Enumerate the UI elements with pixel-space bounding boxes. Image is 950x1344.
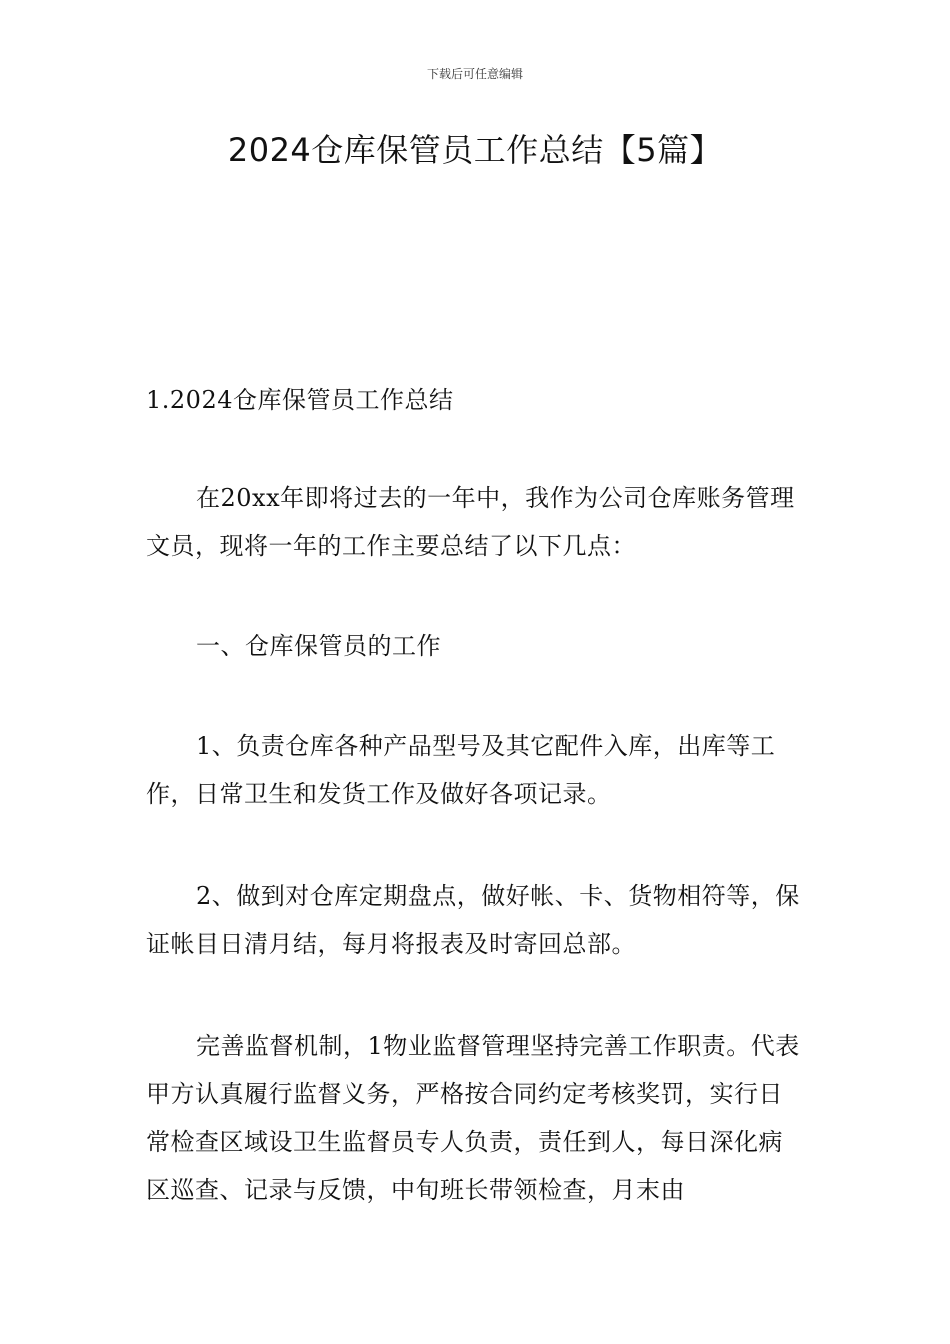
header-note: 下载后可任意编辑 [426, 67, 523, 81]
paragraph: 2、做到对仓库定期盘点，做好帐、卡、货物相符等，保证帐目日清月结，每月将报表及时寄回总部。 [146, 882, 800, 958]
document-title: 2024仓库保管员工作总结【5篇】 [227, 131, 723, 169]
subheading: 一、仓库保管员的工作 [196, 632, 441, 660]
paragraph: 1、负责仓库各种产品型号及其它配件入库，出库等工作，日常卫生和发货工作及做好各项记录。 [146, 732, 776, 808]
section-heading: 1.2024仓库保管员工作总结 [146, 386, 454, 414]
paragraph: 在20xx年即将过去的一年中，我作为公司仓库账务管理文员，现将一年的工作主要总结了以下几点： [146, 484, 795, 560]
paragraph: 完善监督机制，1物业监督管理坚持完善工作职责。代表甲方认真履行监督义务，严格按合同约定考核奖罚，实行日常检查区域设卫生监督员专人负责，责任到人，每日深化病区巡查、记录与反馈，中旬班长带领检查，月末由 [146, 1032, 800, 1204]
